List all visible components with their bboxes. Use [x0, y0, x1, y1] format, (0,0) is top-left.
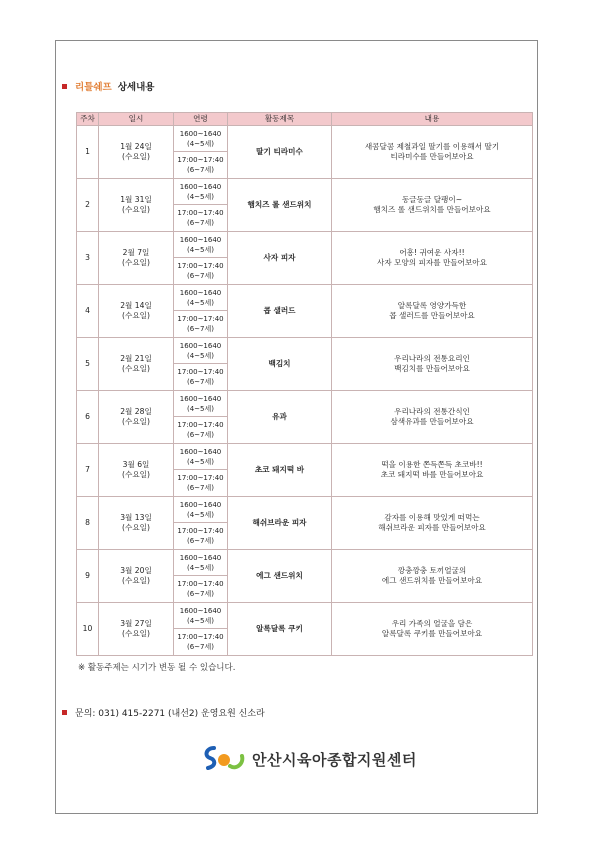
age-cell-older [174, 311, 228, 338]
content-line-2: 햄치즈 롤 샌드위치를 만들어보아요 [373, 205, 491, 214]
age-cell-younger [174, 179, 228, 205]
date-text: 3월 13일 [120, 513, 152, 522]
content-line-1: 우리나라의 전통간식인 [394, 407, 470, 416]
content-cell [332, 603, 533, 656]
age-cell-older [174, 629, 228, 656]
content-line-2: 티라미수를 만들어보아요 [390, 152, 474, 161]
table-header-row [77, 113, 533, 126]
center-logo [200, 744, 417, 774]
age-younger: (4~5세) [187, 139, 214, 148]
schedule-table [76, 112, 533, 656]
time-younger: 1600~1640 [179, 288, 222, 297]
time-younger: 1600~1640 [179, 447, 222, 456]
week-cell: 10 [77, 603, 99, 656]
center-name: 안산시육아종합지원센터 [252, 750, 417, 769]
week-cell: 2 [77, 179, 99, 232]
date-text: 3월 20일 [120, 566, 152, 575]
age-younger: (4~5세) [187, 404, 214, 413]
time-younger: 1600~1640 [179, 553, 222, 562]
time-younger: 1600~1640 [179, 341, 222, 350]
time-older: 17:00~17:40 [177, 633, 224, 641]
age-older: (6~7세) [187, 378, 214, 386]
header-date: 일시 [99, 113, 174, 126]
date-text: 2월 7일 [122, 248, 150, 257]
time-younger: 1600~1640 [179, 235, 222, 244]
time-younger: 1600~1640 [179, 129, 222, 138]
content-line-2: 사자 모양의 피자를 만들어보아요 [377, 258, 487, 267]
date-cell [99, 179, 174, 232]
age-cell-older [174, 470, 228, 497]
date-text: 2월 14일 [120, 301, 152, 310]
day-text: (수요일) [122, 523, 150, 532]
day-text: (수요일) [122, 364, 150, 373]
age-younger: (4~5세) [187, 245, 214, 254]
bullet-icon [62, 84, 67, 89]
time-older: 17:00~17:40 [177, 474, 224, 482]
age-younger: (4~5세) [187, 351, 214, 360]
age-cell-older [174, 152, 228, 179]
content-line-1: 떡을 이용한 쫀득쫀득 초코바!! [381, 460, 483, 469]
age-older: (6~7세) [187, 272, 214, 280]
content-cell [332, 126, 533, 179]
week-cell: 6 [77, 391, 99, 444]
content-cell [332, 338, 533, 391]
table-row [77, 444, 533, 470]
date-cell [99, 126, 174, 179]
activity-cell: 콥 샐러드 [228, 285, 332, 338]
header-content: 내용 [332, 113, 533, 126]
age-older: (6~7세) [187, 643, 214, 651]
day-text: (수요일) [122, 152, 150, 161]
age-cell-younger [174, 497, 228, 523]
age-cell-older [174, 364, 228, 391]
date-cell [99, 497, 174, 550]
activity-cell: 햄치즈 롤 샌드위치 [228, 179, 332, 232]
content-line-1: 우리 가족의 얼굴을 담은 [391, 619, 473, 628]
content-line-2: 삼색유과를 만들어보아요 [390, 417, 474, 426]
age-cell-older [174, 205, 228, 232]
header-activity: 활동제목 [228, 113, 332, 126]
age-cell-younger [174, 338, 228, 364]
time-older: 17:00~17:40 [177, 209, 224, 217]
age-younger: (4~5세) [187, 457, 214, 466]
program-name: 리틀쉐프 [75, 82, 112, 93]
age-cell-younger [174, 603, 228, 629]
content-line-2: 알록달록 쿠키를 만들어보아요 [381, 629, 483, 638]
content-cell [332, 444, 533, 497]
time-older: 17:00~17:40 [177, 580, 224, 588]
time-older: 17:00~17:40 [177, 421, 224, 429]
time-younger: 1600~1640 [179, 500, 222, 509]
table-row [77, 232, 533, 258]
table-row [77, 338, 533, 364]
age-cell-older [174, 417, 228, 444]
time-older: 17:00~17:40 [177, 527, 224, 535]
contact-text: 문의: 031) 415-2271 (내선2) 운영요원 신소라 [75, 709, 265, 719]
bullet-icon [62, 710, 67, 715]
week-cell: 3 [77, 232, 99, 285]
time-older: 17:00~17:40 [177, 156, 224, 164]
section-heading [62, 79, 154, 93]
content-cell [332, 391, 533, 444]
content-line-2: 에그 샌드위치를 만들어보아요 [381, 576, 483, 585]
age-younger: (4~5세) [187, 563, 214, 572]
week-cell: 7 [77, 444, 99, 497]
time-younger: 1600~1640 [179, 182, 222, 191]
date-cell [99, 391, 174, 444]
date-text: 1월 31일 [120, 195, 152, 204]
contact-line [62, 706, 265, 719]
table-row [77, 497, 533, 523]
time-older: 17:00~17:40 [177, 368, 224, 376]
age-older: (6~7세) [187, 431, 214, 439]
day-text: (수요일) [122, 311, 150, 320]
content-cell [332, 497, 533, 550]
week-cell: 4 [77, 285, 99, 338]
age-cell-older [174, 523, 228, 550]
age-cell-younger [174, 550, 228, 576]
age-younger: (4~5세) [187, 192, 214, 201]
content-line-1: 깡충깡충 토끼얼굴의 [397, 566, 467, 575]
age-cell-younger [174, 126, 228, 152]
time-older: 17:00~17:40 [177, 315, 224, 323]
date-text: 3월 27일 [120, 619, 152, 628]
week-cell: 8 [77, 497, 99, 550]
age-younger: (4~5세) [187, 510, 214, 519]
content-cell [332, 179, 533, 232]
activity-cell: 알록달록 쿠키 [228, 603, 332, 656]
age-cell-younger [174, 444, 228, 470]
activity-cell: 딸기 티라미수 [228, 126, 332, 179]
content-line-1: 감자를 이용해 맛있게 떠먹는 [384, 513, 480, 522]
logo-mark-icon [200, 744, 246, 774]
table-row [77, 603, 533, 629]
day-text: (수요일) [122, 258, 150, 267]
age-cell-younger [174, 232, 228, 258]
date-text: 1월 24일 [120, 142, 152, 151]
table-row [77, 285, 533, 311]
age-cell-older [174, 576, 228, 603]
content-cell [332, 232, 533, 285]
age-younger: (4~5세) [187, 298, 214, 307]
header-age: 연령 [174, 113, 228, 126]
content-line-1: 새콤달콤 제철과일 딸기를 이용해서 딸기 [364, 142, 500, 151]
content-cell [332, 285, 533, 338]
date-text: 2월 28일 [120, 407, 152, 416]
content-line-1: 알록달록 영양가득한 [397, 301, 467, 310]
age-cell-younger [174, 391, 228, 417]
table-row [77, 126, 533, 152]
activity-cell: 해쉬브라운 피자 [228, 497, 332, 550]
content-line-2: 초코 돼지떡 바를 만들어보아요 [380, 470, 484, 479]
date-cell [99, 338, 174, 391]
time-younger: 1600~1640 [179, 394, 222, 403]
content-line-1: 우리나라의 전통요리인 [394, 354, 470, 363]
day-text: (수요일) [122, 629, 150, 638]
date-text: 3월 6일 [122, 460, 150, 469]
week-cell: 9 [77, 550, 99, 603]
date-cell [99, 232, 174, 285]
activity-cell: 사자 피자 [228, 232, 332, 285]
content-line-1: 동글동글 달팽이~ [401, 195, 463, 204]
table-row [77, 391, 533, 417]
age-older: (6~7세) [187, 219, 214, 227]
age-older: (6~7세) [187, 166, 214, 174]
section-title: 상세내용 [117, 82, 155, 93]
age-cell-younger [174, 285, 228, 311]
table-row [77, 179, 533, 205]
time-older: 17:00~17:40 [177, 262, 224, 270]
day-text: (수요일) [122, 470, 150, 479]
week-cell: 1 [77, 126, 99, 179]
content-line-2: 백김치를 만들어보아요 [394, 364, 470, 373]
age-younger: (4~5세) [187, 616, 214, 625]
age-older: (6~7세) [187, 484, 214, 492]
age-older: (6~7세) [187, 325, 214, 333]
date-cell [99, 603, 174, 656]
day-text: (수요일) [122, 576, 150, 585]
date-cell [99, 285, 174, 338]
activity-cell: 유과 [228, 391, 332, 444]
date-text: 2월 21일 [120, 354, 152, 363]
date-cell [99, 444, 174, 497]
table-row [77, 550, 533, 576]
age-older: (6~7세) [187, 590, 214, 598]
content-cell [332, 550, 533, 603]
header-week: 주차 [77, 113, 99, 126]
day-text: (수요일) [122, 205, 150, 214]
time-younger: 1600~1640 [179, 606, 222, 615]
day-text: (수요일) [122, 417, 150, 426]
activity-cell: 초코 돼지떡 바 [228, 444, 332, 497]
activity-cell: 백김치 [228, 338, 332, 391]
age-older: (6~7세) [187, 537, 214, 545]
age-cell-older [174, 258, 228, 285]
week-cell: 5 [77, 338, 99, 391]
content-line-2: 콥 샐러드를 만들어보아요 [389, 311, 475, 320]
notice-text: ※ 활동주제는 시기가 변동 될 수 있습니다. [78, 663, 236, 673]
content-line-2: 해쉬브라운 피자를 만들어보아요 [378, 523, 486, 532]
date-cell [99, 550, 174, 603]
content-line-1: 어흥! 귀여운 사자!! [399, 248, 465, 257]
activity-cell: 에그 샌드위치 [228, 550, 332, 603]
